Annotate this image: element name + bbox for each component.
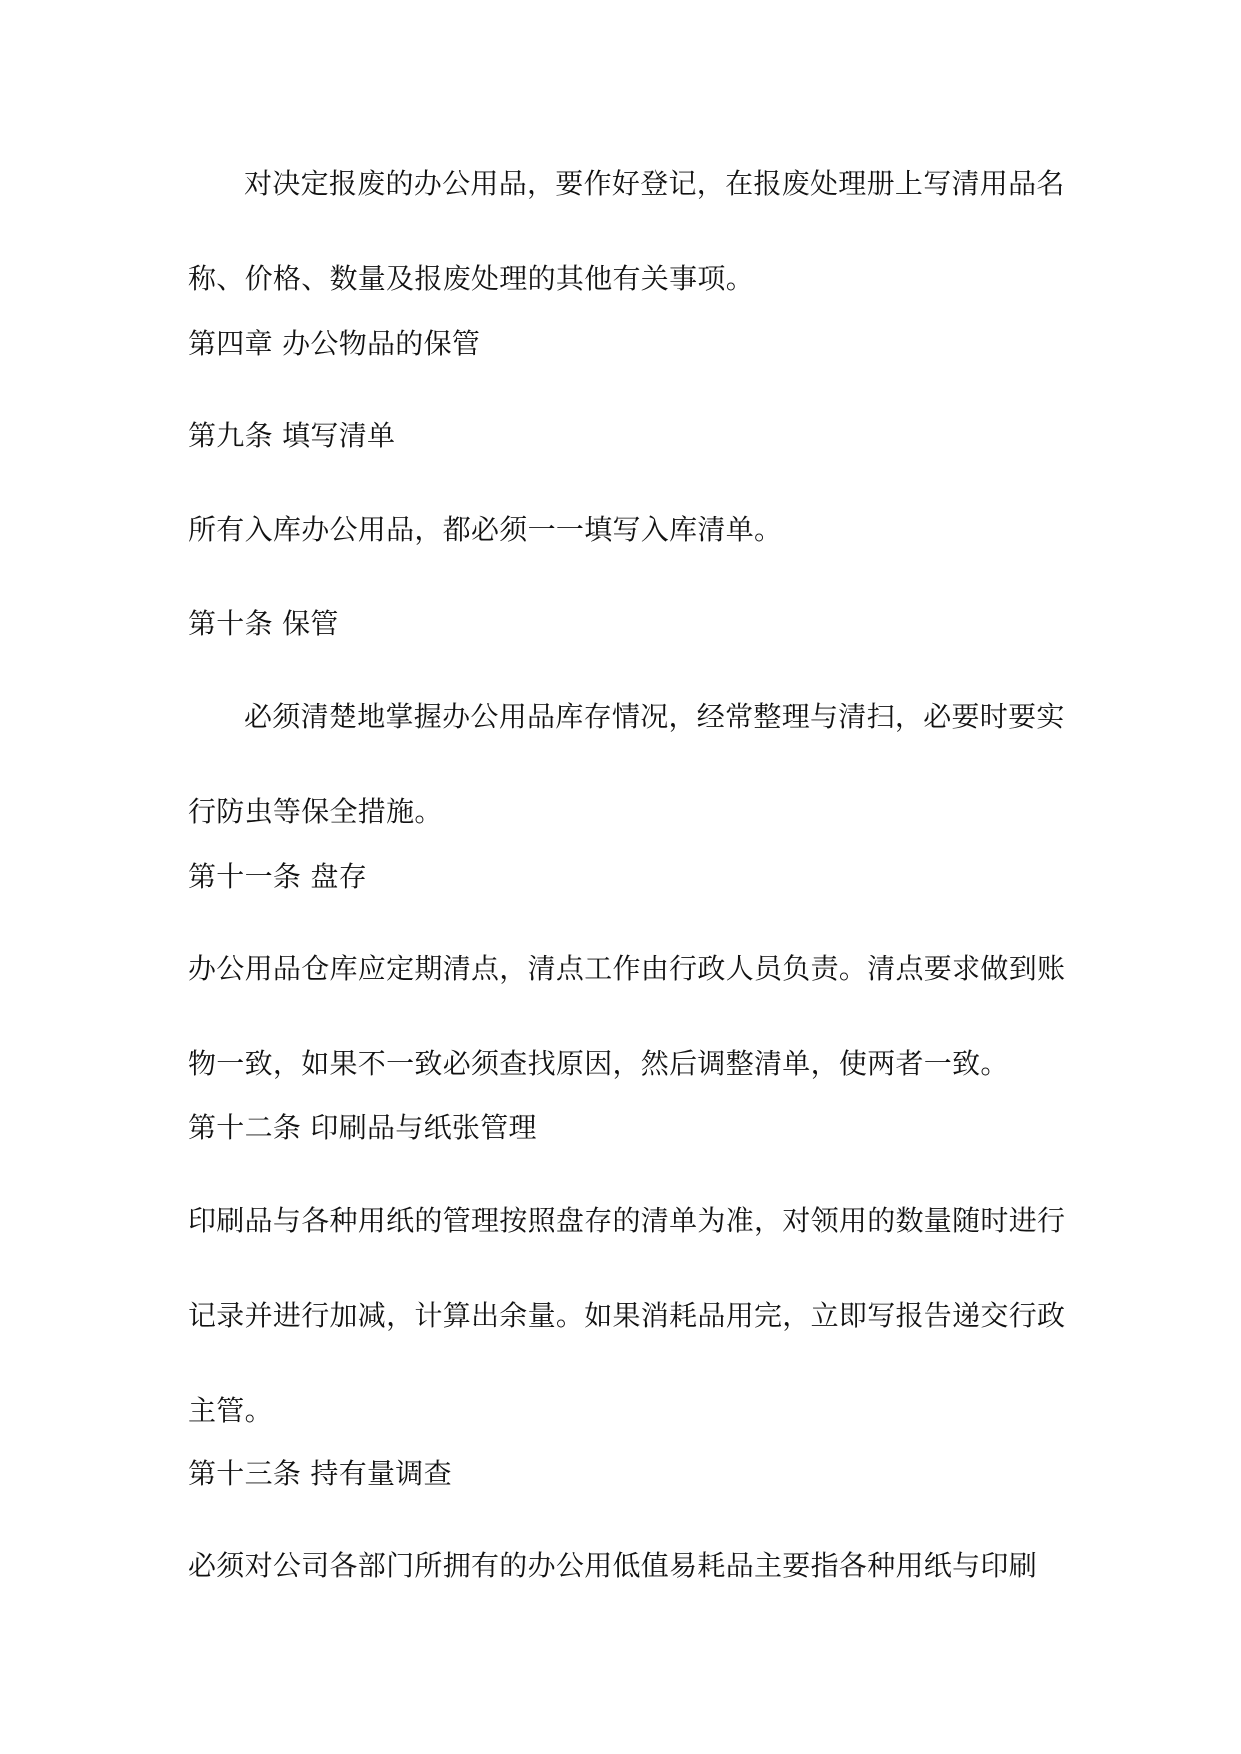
chapter-heading xyxy=(188,327,1068,360)
text-line: 对决定报废的办公用品，要作好登记，在报废处理册上写清用品名 xyxy=(244,167,1065,200)
paragraph-scrap-registration xyxy=(188,167,1068,295)
paragraph-holdings-survey xyxy=(188,1549,1068,1582)
text-line: 行防虫等保全措施。 xyxy=(188,795,443,828)
text-line: 称、价格、数量及报废处理的其他有关事项。 xyxy=(188,262,755,295)
text-line: 必须对公司各部门所拥有的办公用低值易耗品主要指各种用纸与印刷 xyxy=(188,1549,1038,1582)
article-heading xyxy=(188,607,1068,640)
text-line: 主管。 xyxy=(188,1394,273,1427)
text-line: 印刷品与各种用纸的管理按照盘存的清单为准，对领用的数量随时进行 xyxy=(188,1204,1066,1237)
paragraph-printed-matter xyxy=(188,1204,1068,1427)
article-heading xyxy=(188,419,1068,452)
text-line: 办公用品仓库应定期清点，清点工作由行政人员负责。清点要求做到账 xyxy=(188,952,1066,985)
article-title: 第十三条 持有量调查 xyxy=(188,1457,452,1490)
text-line: 物一致，如果不一致必须查找原因，然后调整清单，使两者一致。 xyxy=(188,1047,1009,1080)
article-heading xyxy=(188,1457,1068,1490)
paragraph-storage xyxy=(188,700,1068,828)
article-title: 第十一条 盘存 xyxy=(188,860,368,893)
article-heading xyxy=(188,860,1068,893)
paragraph-inventory xyxy=(188,952,1068,1080)
paragraph-fill-list xyxy=(188,513,1068,546)
text-line: 所有入库办公用品，都必须一一填写入库清单。 xyxy=(188,513,783,546)
chapter-title: 第四章 办公物品的保管 xyxy=(188,327,481,360)
article-title: 第十二条 印刷品与纸张管理 xyxy=(188,1111,537,1144)
article-heading xyxy=(188,1111,1068,1144)
text-line: 记录并进行加减，计算出余量。如果消耗品用完，立即写报告递交行政 xyxy=(188,1299,1066,1332)
text-line: 必须清楚地掌握办公用品库存情况，经常整理与清扫，必要时要实 xyxy=(244,700,1065,733)
article-title: 第十条 保管 xyxy=(188,607,339,640)
article-title: 第九条 填写清单 xyxy=(188,419,396,452)
